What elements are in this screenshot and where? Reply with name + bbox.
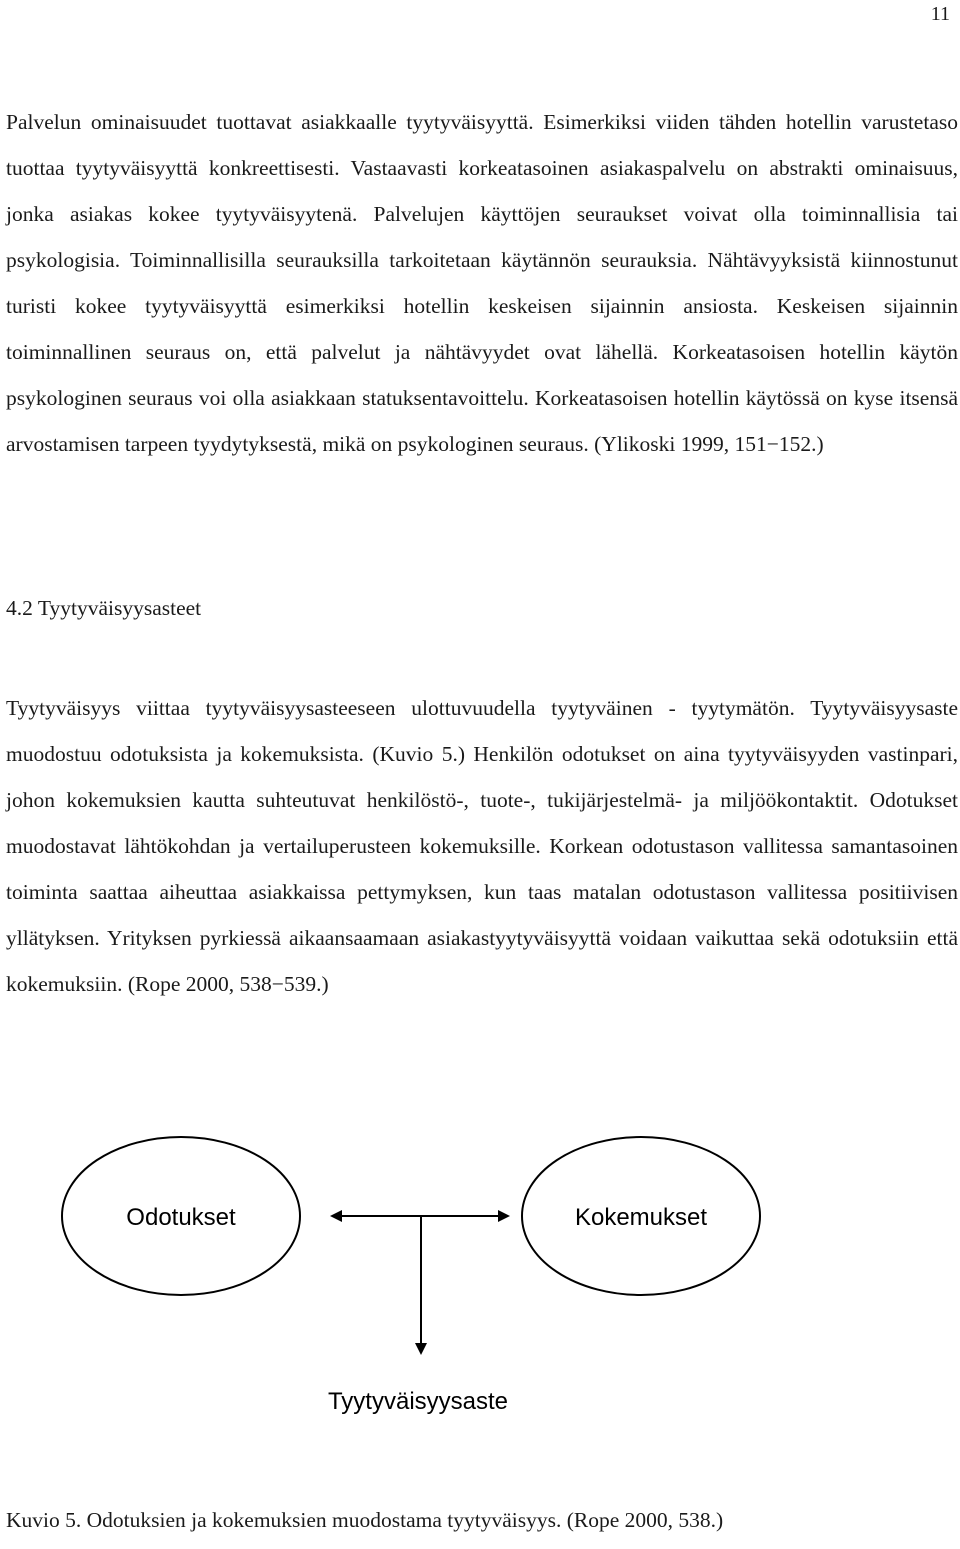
kokemukset-label: Kokemukset <box>574 1204 708 1231</box>
section-heading: 4.2 Tyytyväisyysasteet <box>6 596 202 620</box>
page-number: 11 <box>930 3 950 25</box>
satisfaction-diagram <box>0 1135 960 1455</box>
body-paragraph-2: Tyytyväisyys viittaa tyytyväisyysasteeseen ulottuvuudella tyytyväinen - tyytymätön. Tyytyväisyysaste muodostuu odotuksista ja kokemuksista. (Kuvio 5.) Henkilön odotukset on aina tyytyväisyyden vastinpari, johon kokemuksien kautta suhteutuvat henkilöstö-, tuote-, tukijärjestelmä- ja miljöökontaktit. Odotukset muodostavat lähtökohdan ja vertailuperusteen kokemuksille. Korkean odotustason vallitessa samantasoinen toiminta saattaa aiheuttaa asiakkaissa pettymyksen, kun taas matalan odotustason vallitessa positiivisen yllätyksen. Yrityksen pyrkiessä aikaansaamaan asiakastyytyväisyyttä voidaan vaikuttaa sekä odotuksiin että kokemuksiin. (Rope 2000, 538−539.) <box>6 696 958 996</box>
tyytyvaisyysaste-label: Tyytyväisyysaste <box>327 1388 509 1415</box>
body-paragraph-1: Palvelun ominaisuudet tuottavat asiakkaalle tyytyväisyyttä. Esimerkiksi viiden tähden hotellin varustetaso tuottaa tyytyväisyyttä konkreettisesti. Vastaavasti korkeatasoinen asiakaspalvelu on abstrakti ominaisuus, jonka asiakas kokee tyytyväisyytenä. Palvelujen käyttöjen seuraukset voivat olla toiminnallisia tai psykologisia. Toiminnallisilla seurauksilla tarkoitetaan käytännön seurauksia. Nähtävyyksistä kiinnostunut turisti kokee tyytyväisyyttä esimerkiksi hotellin keskeisen sijainnin ansiosta. Keskeisen sijainnin toiminnallinen seuraus on, että palvelut ja nähtävyydet ovat lähellä. Korkeatasoisen hotellin käytön psykologinen seuraus voi olla asiakkaan statuksentavoittelu. Korkeatasoisen hotellin käytössä on kyse itsensä arvostamisen tarpeen tyydytyksestä, mikä on psykologinen seuraus. (Ylikoski 1999, 151−152.) <box>6 110 958 456</box>
odotukset-label: Odotukset <box>126 1204 236 1231</box>
figure-caption: Kuvio 5. Odotuksien ja kokemuksien muodostama tyytyväisyys. (Rope 2000, 538.) <box>6 1508 724 1532</box>
